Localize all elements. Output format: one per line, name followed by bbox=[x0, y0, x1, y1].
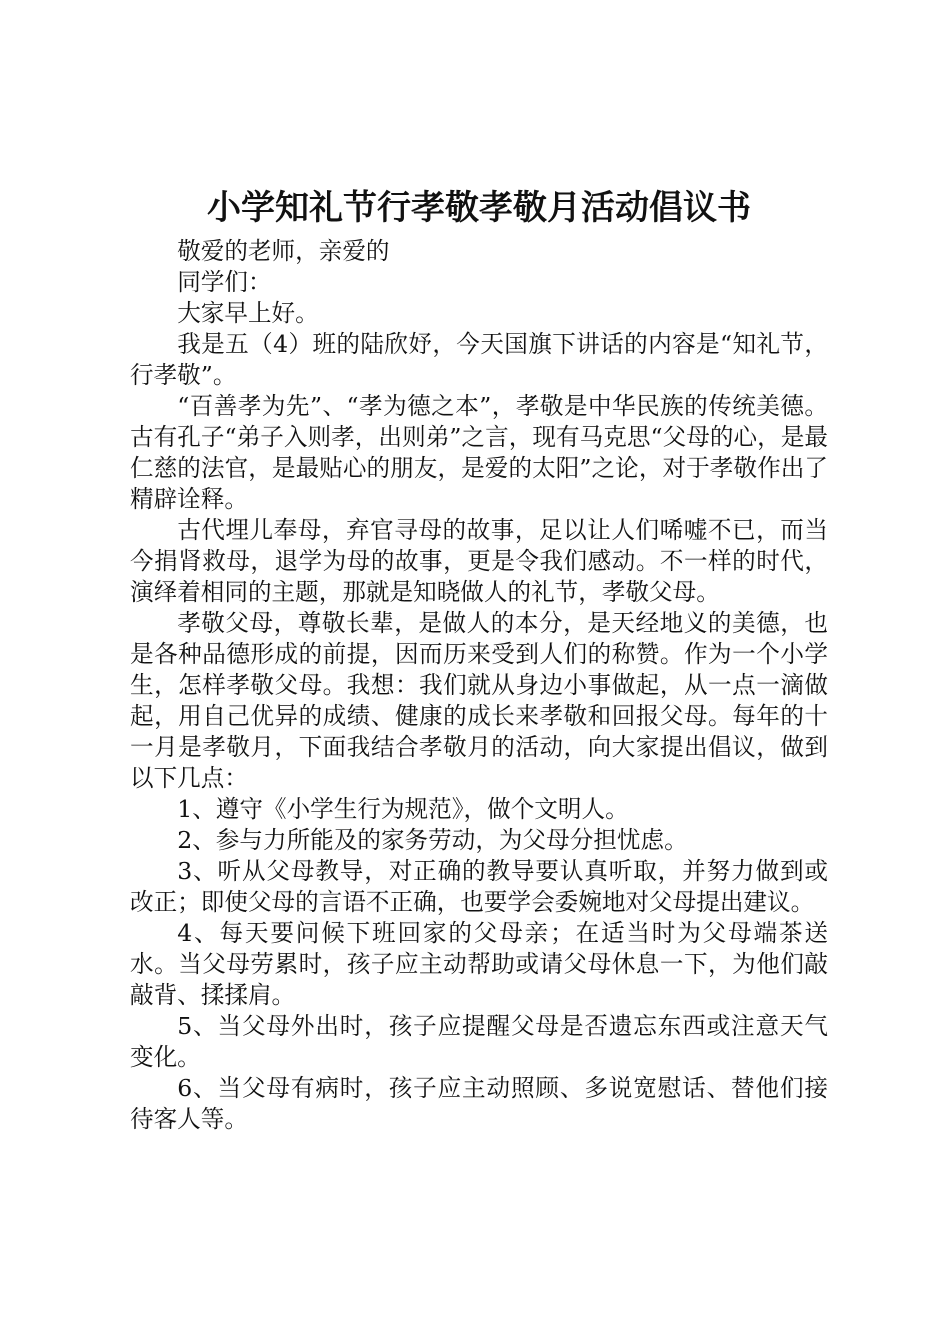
list-item-4: 4、每天要问候下班回家的父母亲；在适当时为父母端茶送水。当父母劳累时，孩子应主动帮助或请父母休息一下，为他们敲敲背、揉揉肩。 bbox=[130, 919, 828, 1009]
paragraph-morning: 大家早上好。 bbox=[177, 299, 319, 327]
list-item-3: 3、听从父母教导，对正确的教导要认真听取，并努力做到或改正；即使父母的言语不正确，也要学会委婉地对父母提出建议。 bbox=[130, 857, 828, 916]
list-item-5: 5、当父母外出时，孩子应提醒父母是否遗忘东西或注意天气变化。 bbox=[130, 1012, 828, 1071]
paragraph-proposal: 孝敬父母，尊敬长辈，是做人的本分，是天经地义的美德，也是各种品德形成的前提，因而历来受到人们的称赞。作为一个小学生，怎样孝敬父母。我想：我们就从身边小事做起，从一点一滴做起，用自己优异的成绩、健康的成长来孝敬和回报父母。每年的十一月是孝敬月，下面我结合孝敬月的活动，向大家提出倡议，做到以下几点： bbox=[130, 609, 828, 792]
document-title: 小学知礼节行孝敬孝敬月活动倡议书 bbox=[207, 188, 751, 228]
paragraph-greeting: 敬爱的老师，亲爱的 bbox=[177, 237, 390, 265]
list-item-6: 6、当父母有病时，孩子应主动照顾、多说宽慰话、替他们接待客人等。 bbox=[130, 1074, 828, 1133]
document-body bbox=[130, 236, 828, 1135]
paragraph-greeting-cont: 同学们： bbox=[177, 268, 272, 296]
list-item-2: 2、参与力所能及的家务劳动，为父母分担忧虑。 bbox=[177, 826, 688, 854]
paragraph-tradition: “百善孝为先”、“孝为德之本”，孝敬是中华民族的传统美德。古有孔子“弟子入则孝，出则弟”之言，现有马克思“父母的心，是最仁慈的法官，是最贴心的朋友，是爱的太阳”之论，对于孝敬作出了精辟诠释。 bbox=[130, 392, 828, 513]
list-item-1: 1、遵守《小学生行为规范》，做个文明人。 bbox=[177, 795, 629, 823]
paragraph-stories: 古代埋儿奉母，弃官寻母的故事，足以让人们唏嘘不已，而当今捐肾救母，退学为母的故事，更是令我们感动。不一样的时代，演绎着相同的主题，那就是知晓做人的礼节，孝敬父母。 bbox=[130, 516, 828, 606]
paragraph-intro: 我是五（4）班的陆欣妤，今天国旗下讲话的内容是“知礼节，行孝敬”。 bbox=[130, 330, 828, 389]
